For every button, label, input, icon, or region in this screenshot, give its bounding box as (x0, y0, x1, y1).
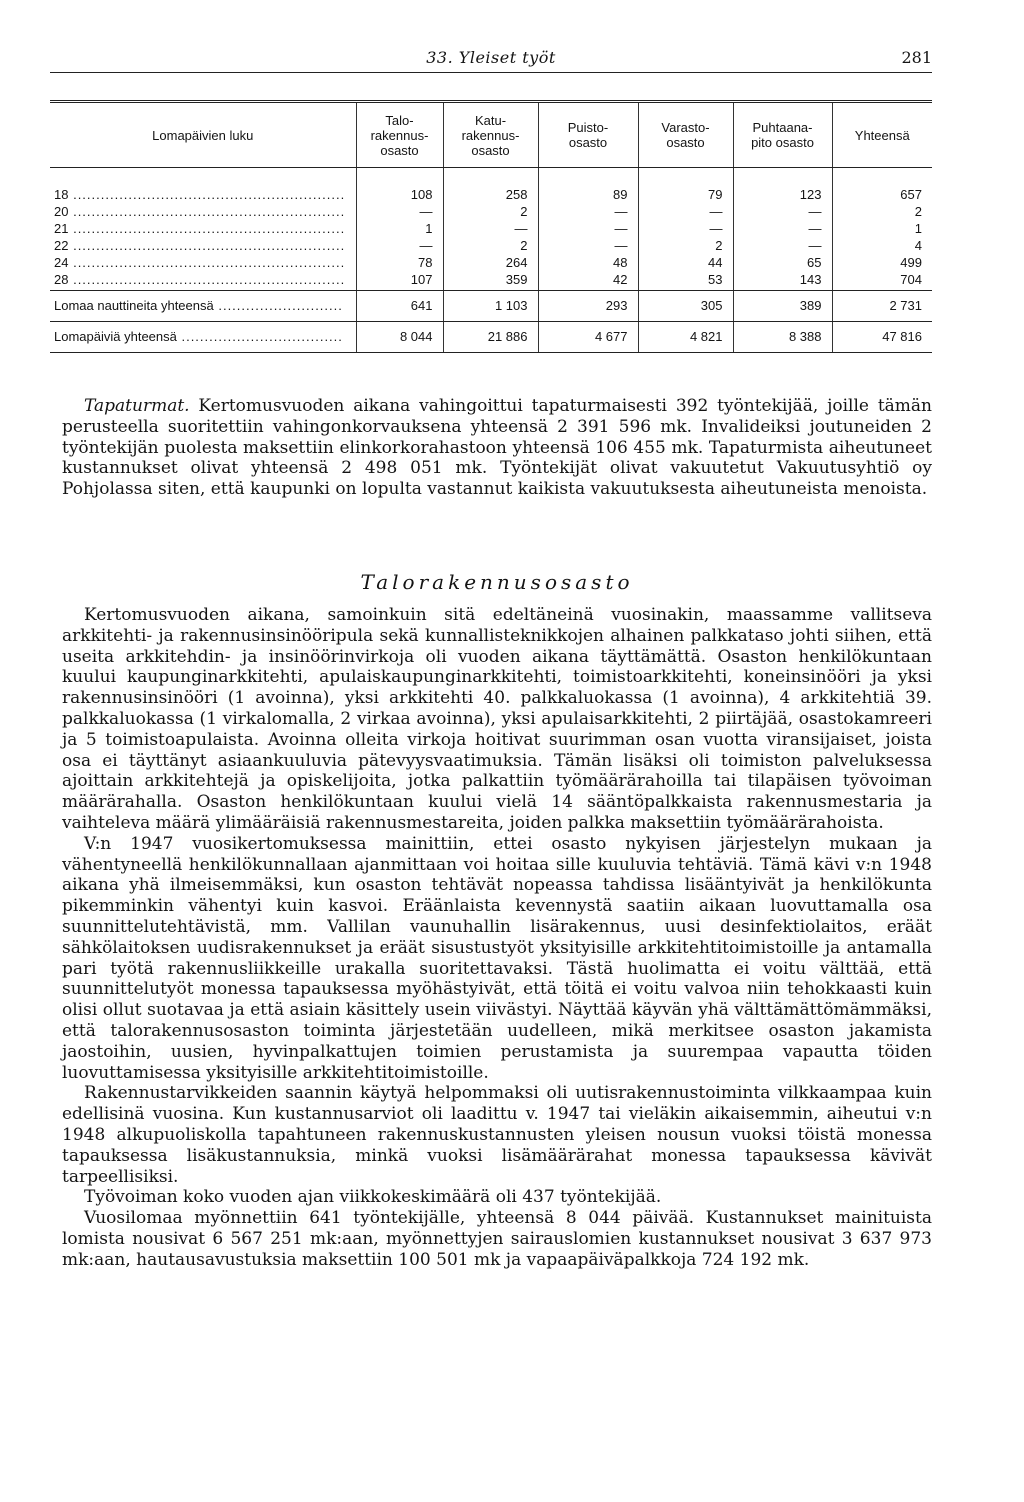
table-row (50, 237, 932, 254)
body-paragraph: Työvoiman koko vuoden ajan viikkokeskimäärä oli 437 työntekijää. (84, 1187, 662, 1208)
row-label: 18 ..... (54, 186, 344, 203)
table-cell: — (538, 220, 638, 237)
total-row (50, 322, 932, 353)
total-cell: 8 044 (356, 322, 443, 353)
table-cell: 704 (832, 271, 932, 291)
table-cell: — (638, 203, 733, 220)
table-cell: 1 (356, 220, 443, 237)
body-paragraph: Kertomusvuoden aikana, samoinkuin sitä edeltäneinä vuosinakin, maassamme vallitseva arkkitehti- ja rakennusinsinööripula sekä kunnallisteknikkojen alhainen palkkataso johti siihen, että useita arkkitehdin- ja insinöörinvirkoja oli vuoden aikana täyttämättä. Osaston henkilökuntaan kuului kaupunginarkkitehti, apulaiskaupunginarkkitehti, toimistoarkkitehti, koneinsinööri ja yksi rakennusinsinööri (1 avoinna), yksi arkkitehti 40. palkkaluokassa (1 avoinna), 4 arkkitehtiä 39. palkkaluokassa (1 virkalomalla, 2 virkaa avoinna), yksi apulaisarkkitehti, 2 piirtäjää, osastokamreeri ja 5 toimistoapulaista. Avoinna olleita virkoja hoitivat suurimman osan vuotta viransijaiset, joista osa ei täyttänyt asiaankuuluvia pätevyysvaatimuksia. Tämän lisäksi oli toimiston palveluksessa ajoittain arkkitehtejä ja opiskelijoita, jotka palkattiin työmäärärahoilla tai tilapäisen työvoiman määrärahalla. Osaston henkilökuntaan kuului vielä 14 sääntöpalkkaista rakennusmestaria ja vaihteleva määrä ylimääräisiä rakennusmestareita, joiden palkka maksettiin työmäärärahoista. (62, 605, 932, 833)
header-rule (50, 72, 932, 73)
total-cell: 293 (538, 291, 638, 322)
table-cell: — (443, 220, 538, 237)
table-cell: — (638, 220, 733, 237)
table-cell: — (538, 237, 638, 254)
table-cell: — (538, 203, 638, 220)
running-title: 33. Yleiset työt (426, 48, 556, 67)
table-cell: 123 (733, 168, 832, 204)
table-cell: 65 (733, 254, 832, 271)
table-cell: 89 (538, 168, 638, 204)
table-cell: 53 (638, 271, 733, 291)
accidents-text: Kertomusvuoden aikana vahingoittui tapaturmaisesti 392 työntekijää, joille tämän perusteella suoritettiin vahingonkorvauksena yhteensä 2 391 596 mk. Invalideiksi joutuneiden 2 työntekijän puolesta maksettiin elinkorkorahastoon yhteensä 106 455 mk. Tapaturmista aiheutuneet kustannukset olivat yhteensä 2 498 051 mk. Työntekijät olivat vakuutetut Vakuutusyhtiö oy Pohjolassa siten, että kaupunki on lopulta vastannut kaikista vakuutuksesta aiheutuneista menoista. (62, 396, 932, 500)
table-cell: — (733, 203, 832, 220)
table-cell: 107 (356, 271, 443, 291)
total-cell: 389 (733, 291, 832, 322)
table-cell: 264 (443, 254, 538, 271)
table-row (50, 220, 932, 237)
column-header: Talo- rakennus- osasto (356, 102, 443, 168)
table-cell: — (356, 237, 443, 254)
table-cell: 48 (538, 254, 638, 271)
accidents-runin: Tapaturmat. (84, 396, 190, 416)
total-cell: 2 731 (832, 291, 932, 322)
column-header: Varasto- osasto (638, 102, 733, 168)
table-cell: 657 (832, 168, 932, 204)
column-header: Lomapäivien luku (50, 102, 356, 168)
table-header-row (50, 102, 932, 168)
total-cell: 641 (356, 291, 443, 322)
total-row (50, 291, 932, 322)
table-row (50, 254, 932, 271)
table-cell: 499 (832, 254, 932, 271)
page-number: 281 (901, 48, 932, 67)
section-body (62, 605, 932, 1271)
row-label: 28 ..... (54, 271, 344, 288)
table-cell: 2 (443, 203, 538, 220)
table-cell: — (733, 237, 832, 254)
table-cell: — (733, 220, 832, 237)
total-label: Lomaa nauttineita yhteensä ..... (54, 291, 344, 321)
table-cell: — (356, 203, 443, 220)
table-cell: 143 (733, 271, 832, 291)
total-cell: 4 677 (538, 322, 638, 353)
body-paragraph: Vuosilomaa myönnettiin 641 työntekijälle, yhteensä 8 044 päivää. Kustannukset mainituista lomista nousivat 6 567 251 mk:aan, myönnettyjen sairauslomien kustannukset nousivat 3 637 973 mk:aan, hautausavustuksia maksettiin 100 501 mk ja vapaapäiväpalkkoja 724 192 mk. (62, 1208, 932, 1270)
table-cell: 4 (832, 237, 932, 254)
total-cell: 8 388 (733, 322, 832, 353)
table-cell: 44 (638, 254, 733, 271)
column-header: Puisto- osasto (538, 102, 638, 168)
vacation-days-table (50, 100, 932, 353)
total-cell: 47 816 (832, 322, 932, 353)
table-cell: 258 (443, 168, 538, 204)
table-cell: 79 (638, 168, 733, 204)
total-cell: 305 (638, 291, 733, 322)
body-paragraph: V:n 1947 vuosikertomuksessa mainittiin, ettei osasto nykyisen järjestelyn mukaan ja vähentyneellä henkilökunnallaan ajanmittaan voi hoitaa sille kuuluvia tehtäviä. Tämä kävi v:n 1948 aikana yhä ilmeisemmäksi, kun osaston tehtävät nopeassa tahdissa lisääntyivät ja henkilökunta pikemminkin vähentyi kuin kasvoi. Eräänlaista kevennystä saatiin aikaan luovuttamalla osa suunnittelutehtävistä, mm. Vallilan vaunuhallin lisärakennus, uusi desinfektiolaitos, eräät sähkölaitoksen uudisrakennukset ja eräät sisustustyöt yksityisille arkkitehtitoimistoille ja antamalla pari työtä rakennusliikkeille urakalla suoritettavaksi. Tästä huolimatta ei voitu välttää, että suunnittelutyöt monessa tapauksessa myöhästyivät, että töitä ei voitu valvoa niin tehokkaasti kuin olisi ollut suotavaa ja että asiain käsittely usein viivästyi. Näyttää käyvän yhä välttämättömämmäksi, että talorakennusosaston toiminta järjestetään uudelleen, mikä merkitsee osaston jakamista jaostoihin, uusien, hyvinpalkattujen toimien perustamista ja suurempaa vapautta töiden luovuttamisessa yksityisille arkkitehtitoimistoille. (62, 833, 932, 1083)
table-cell: 2 (443, 237, 538, 254)
column-header: Puhtaana- pito osasto (733, 102, 832, 168)
table-row (50, 271, 932, 291)
total-cell: 1 103 (443, 291, 538, 322)
column-header: Yhteensä (832, 102, 932, 168)
row-label: 21 ..... (54, 220, 344, 237)
table-cell: 78 (356, 254, 443, 271)
table-cell: 359 (443, 271, 538, 291)
table-row (50, 168, 932, 204)
running-head (50, 44, 932, 74)
table-cell: 42 (538, 271, 638, 291)
accidents-paragraph (62, 396, 932, 500)
table-cell: 2 (832, 203, 932, 220)
table-cell: 108 (356, 168, 443, 204)
accidents-section (62, 396, 932, 500)
total-label: Lomapäiviä yhteensä ..... (54, 322, 344, 352)
row-label: 20 ..... (54, 203, 344, 220)
section-heading: Talorakennusosasto (360, 570, 634, 594)
body-paragraph: Rakennustarvikkeiden saannin käytyä helpommaksi oli uutisrakennustoiminta vilkkaampaa kuin edellisinä vuosina. Kun kustannusarviot oli laadittu v. 1947 tai vieläkin aikaisemmin, aiheutui v:n 1948 alkupuoliskolla tapahtuneen rakennuskustannusten yleisen nousun vuoksi töistä monessa tapauksessa lisäkustannuksia, minkä vuoksi lisämäärärahat monessa tapauksessa kävivät tarpeellisiksi. (62, 1083, 932, 1187)
total-cell: 4 821 (638, 322, 733, 353)
row-label: 24 ..... (54, 254, 344, 271)
table-cell: 2 (638, 237, 733, 254)
column-header: Katu- rakennus- osasto (443, 102, 538, 168)
row-label: 22 ..... (54, 237, 344, 254)
total-cell: 21 886 (443, 322, 538, 353)
table-cell: 1 (832, 220, 932, 237)
table-row (50, 203, 932, 220)
